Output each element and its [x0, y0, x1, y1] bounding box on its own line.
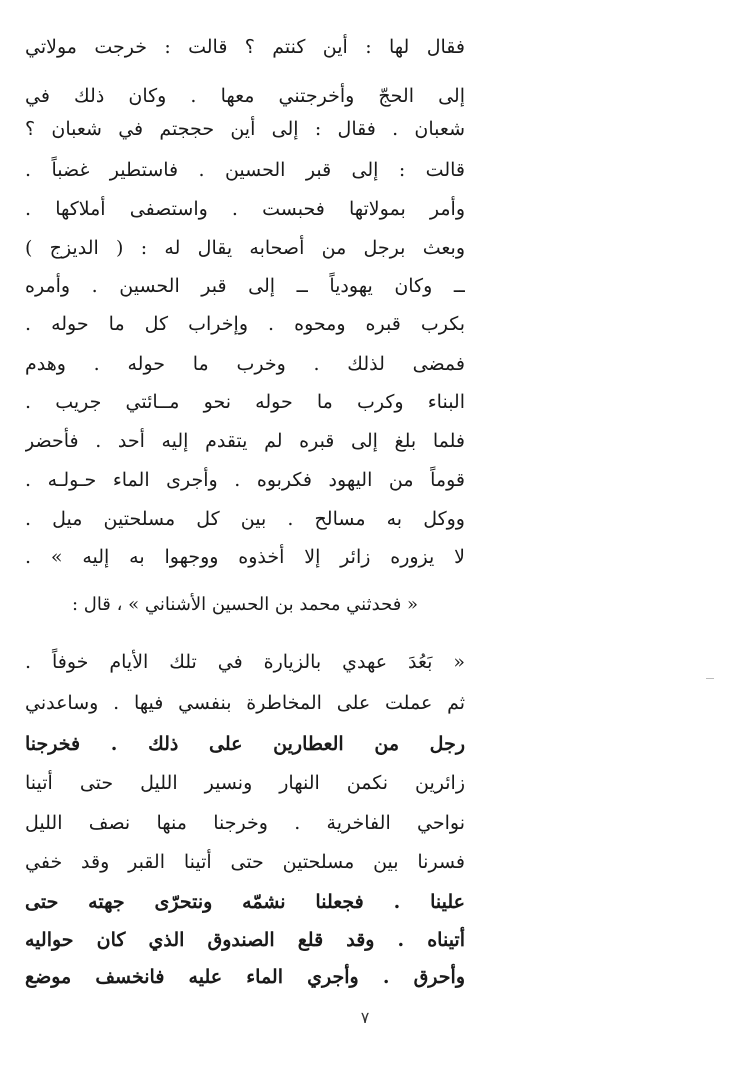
text-line: قالت : إلى قبر الحسين . فاستطير غضباً .	[25, 159, 465, 181]
text-line: لا يزوره زائر إلا أخذوه ووجهوا به إليه » .	[25, 546, 465, 568]
text-line: رجل من العطارين على ذلك . فخرجنا	[25, 733, 465, 755]
text-line: فقال لها : أين كنتم ؟ قالت : خرجت مولاتي	[25, 36, 465, 58]
scan-speck	[706, 678, 714, 679]
text-line: وأمر بمولاتها فحبست . واستصفى أملاكها .	[25, 198, 465, 220]
text-line: « بَعُدَ عهدي بالزيارة في تلك الأيام خوفاً .	[25, 651, 465, 673]
text-line: وبعث برجل من أصحابه يقال له : ( الديزج )	[25, 237, 465, 259]
page-number: ٧	[360, 1008, 370, 1027]
text-line: ــ وكان يهودياً ــ إلى قبر الحسين . وأمره	[25, 275, 465, 297]
narrator-line: « فحدثني محمد بن الحسين الأشناني » ، قال :	[71, 594, 419, 615]
text-line: شعبان . فقال : إلى أين حججتم في شعبان ؟	[25, 118, 465, 140]
text-line: إلى الحجّ وأخرجتني معها . وكان ذلك في	[25, 85, 465, 107]
text-line: قوماً من اليهود فكربوه . وأجرى الماء حـولـه .	[25, 469, 465, 491]
text-line: أتيناه . وقد قلع الصندوق الذي كان حواليه	[25, 929, 465, 951]
text-line: وأحرق . وأجري الماء عليه فانخسف موضع	[25, 966, 465, 988]
text-line: فمضى لذلك . وخرب ما حوله . وهدم	[25, 353, 465, 375]
text-line: علينا . فجعلنا نشمّه ونتحرّى جهته حتى	[25, 891, 465, 913]
text-line: فسرنا بين مسلحتين حتى أتينا القبر وقد خفي	[25, 851, 465, 873]
text-line: نواحي الفاخرية . وخرجنا منها نصف الليل	[25, 812, 465, 834]
text-line: فلما بلغ إلى قبره لم يتقدم إليه أحد . فأحضر	[25, 430, 465, 452]
text-line: زائرين نكمن النهار ونسير الليل حتى أتينا	[25, 772, 465, 794]
text-line: البناء وكرب ما حوله نحو مــائتي جريب .	[25, 391, 465, 413]
text-line: ووكل به مسالح . بين كل مسلحتين ميل .	[25, 508, 465, 530]
text-line: ثم عملت على المخاطرة بنفسي فيها . وساعدني	[25, 692, 465, 714]
text-line: بكرب قبره ومحوه . وإخراب كل ما حوله .	[25, 313, 465, 335]
